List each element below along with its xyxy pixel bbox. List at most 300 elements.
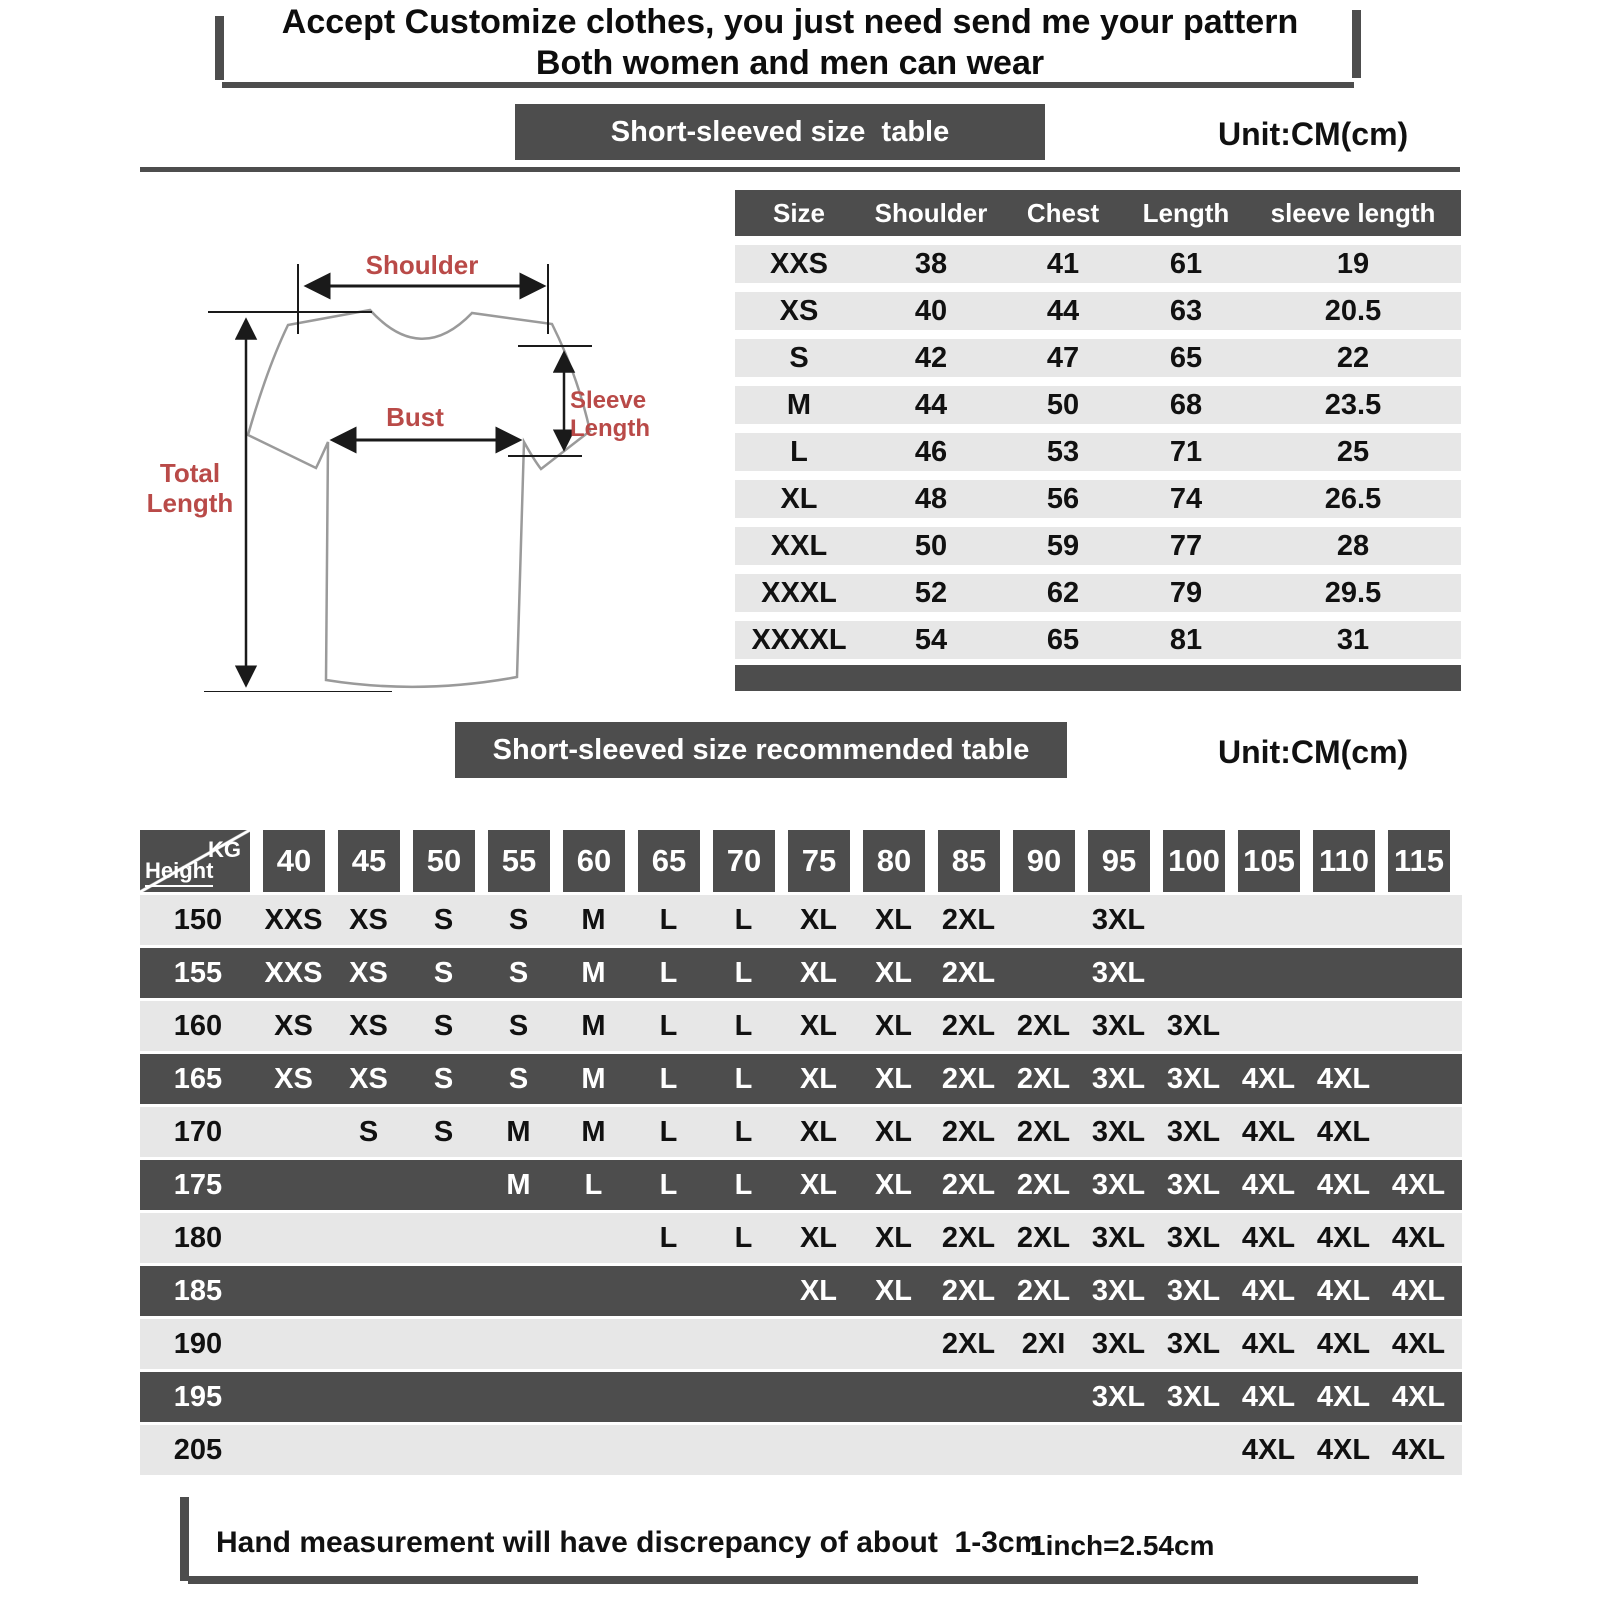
weight-header-cell: 40: [263, 830, 325, 892]
matrix-size-cell: 4XL: [1241, 1275, 1296, 1307]
matrix-size-cell: 3XL: [1091, 1328, 1146, 1360]
matrix-size-cell: [1381, 1001, 1456, 1051]
size-table-cell: 19: [1336, 248, 1370, 280]
weight-header-cell: 45: [338, 830, 400, 892]
size-table-cell: 41: [1046, 248, 1080, 280]
size-table-cell: XXXL: [761, 577, 837, 609]
matrix-size-cell: 4XL: [1241, 1434, 1296, 1466]
size-table-row: [735, 621, 1461, 659]
matrix-size-cell: [781, 1372, 856, 1422]
matrix-size-cell: XL: [874, 1010, 913, 1042]
size-table-cell: XXS: [769, 248, 829, 280]
matrix-size-cell: [781, 1425, 856, 1475]
size-table-cell: 56: [1046, 483, 1080, 515]
size-table-cell: 44: [1046, 295, 1080, 327]
matrix-size-cell: S: [508, 1063, 529, 1095]
size-table-column-header: sleeve length: [1270, 198, 1436, 228]
matrix-size-cell: [631, 1425, 706, 1475]
size-table-cell: 23.5: [1324, 389, 1382, 421]
matrix-size-cell: 3XL: [1091, 1222, 1146, 1254]
matrix-size-cell: 3XL: [1166, 1328, 1221, 1360]
matrix-size-cell: 2XL: [941, 1275, 996, 1307]
size-table-cell: 48: [914, 483, 948, 515]
matrix-size-cell: [631, 1372, 706, 1422]
size-table-row: [735, 480, 1461, 518]
matrix-size-cell: 4XL: [1241, 1328, 1296, 1360]
matrix-row: [140, 895, 1462, 945]
matrix-size-cell: 4XL: [1316, 1116, 1371, 1148]
weight-header-cell: 105: [1238, 830, 1300, 892]
size-table-cell: 59: [1046, 530, 1080, 562]
size-table-cell: 61: [1169, 248, 1203, 280]
matrix-size-cell: 4XL: [1316, 1222, 1371, 1254]
matrix-size-cell: [706, 1372, 781, 1422]
matrix-height-label: 175: [173, 1169, 223, 1201]
size-table-cell: 65: [1169, 342, 1203, 374]
matrix-size-cell: S: [358, 1116, 379, 1148]
matrix-size-cell: [256, 1160, 331, 1210]
matrix-size-cell: 4XL: [1241, 1381, 1296, 1413]
size-table-row: [735, 245, 1461, 283]
size-table-cell: 52: [914, 577, 948, 609]
matrix-size-cell: 4XL: [1316, 1434, 1371, 1466]
matrix-size-cell: L: [734, 957, 753, 989]
size-table-cell: 62: [1046, 577, 1080, 609]
matrix-size-cell: [481, 1319, 556, 1369]
matrix-size-cell: S: [433, 1063, 454, 1095]
matrix-size-cell: S: [433, 904, 454, 936]
matrix-row: [140, 1319, 1462, 1369]
matrix-body: [140, 895, 1462, 1475]
matrix-size-cell: 2XL: [941, 1116, 996, 1148]
size-table-cell: 53: [1046, 436, 1080, 468]
bust-label: Bust: [386, 402, 444, 432]
matrix-size-cell: [331, 1160, 406, 1210]
matrix-size-cell: M: [506, 1116, 531, 1148]
matrix-size-cell: 4XL: [1241, 1222, 1296, 1254]
size-table-cell: 29.5: [1324, 577, 1382, 609]
matrix-size-cell: M: [581, 1010, 606, 1042]
matrix-size-cell: XL: [874, 957, 913, 989]
matrix-height-label: 155: [173, 957, 223, 989]
weight-header-cell: 65: [638, 830, 700, 892]
matrix-height-label: 205: [173, 1434, 223, 1466]
size-table-cell: XXXXL: [751, 624, 847, 656]
matrix-size-cell: 3XL: [1166, 1381, 1221, 1413]
size-table-cell: L: [790, 436, 808, 468]
size-table-cell: 63: [1169, 295, 1203, 327]
size-table-cell: XL: [780, 483, 818, 515]
size-table-cell: 65: [1046, 624, 1080, 656]
matrix-size-cell: XL: [799, 904, 838, 936]
weight-header-cell: 80: [863, 830, 925, 892]
size-table-row: [735, 386, 1461, 424]
matrix-size-cell: [631, 1319, 706, 1369]
size-table-cell: XS: [779, 295, 819, 327]
matrix-size-cell: [406, 1266, 481, 1316]
size-table-cell: 25: [1336, 436, 1370, 468]
weight-header-cell: 70: [713, 830, 775, 892]
size-table-banner: Short-sleeved size table: [515, 104, 1045, 160]
weight-header-cell: 75: [788, 830, 850, 892]
matrix-size-cell: 2XL: [941, 957, 996, 989]
size-table-footer-bar: [735, 665, 1461, 691]
matrix-row: [140, 948, 1462, 998]
matrix-size-cell: S: [508, 957, 529, 989]
sleeve-label-line2: Length: [570, 415, 650, 442]
matrix-size-cell: [331, 1266, 406, 1316]
size-table-cell: 79: [1169, 577, 1203, 609]
size-table-cell: XXL: [770, 530, 828, 562]
matrix-size-cell: M: [581, 1063, 606, 1095]
matrix-size-cell: L: [659, 1222, 678, 1254]
matrix-size-cell: 4XL: [1241, 1063, 1296, 1095]
weight-header-cell: 90: [1013, 830, 1075, 892]
matrix-size-cell: [406, 1213, 481, 1263]
matrix-row: [140, 1107, 1462, 1157]
sleeve-label-line1: Sleeve: [570, 387, 647, 414]
matrix-size-cell: [1306, 948, 1381, 998]
matrix-size-cell: [931, 1372, 1006, 1422]
matrix-size-cell: [256, 1372, 331, 1422]
matrix-size-cell: [481, 1266, 556, 1316]
shoulder-label: Shoulder: [365, 250, 479, 280]
corner-height-label: Height: [145, 858, 213, 887]
matrix-size-cell: 4XL: [1391, 1434, 1446, 1466]
matrix-size-cell: [1381, 948, 1456, 998]
matrix-size-cell: [481, 1425, 556, 1475]
matrix-size-cell: [706, 1266, 781, 1316]
size-table-cell: M: [786, 389, 812, 421]
matrix-size-cell: XL: [874, 1222, 913, 1254]
size-table-unit-label: Unit:CM(cm): [1218, 116, 1409, 152]
matrix-row: [140, 1160, 1462, 1210]
matrix-size-cell: L: [734, 1116, 753, 1148]
size-table-cell: 77: [1169, 530, 1203, 562]
matrix-size-cell: 3XL: [1166, 1169, 1221, 1201]
size-table-cell: 44: [914, 389, 948, 421]
matrix-height-label: 160: [173, 1010, 223, 1042]
matrix-size-cell: [331, 1213, 406, 1263]
matrix-size-cell: [556, 1319, 631, 1369]
size-table-cell: 46: [914, 436, 948, 468]
matrix-size-cell: L: [734, 1169, 753, 1201]
matrix-height-label: 170: [173, 1116, 223, 1148]
matrix-size-cell: XS: [349, 1063, 388, 1095]
matrix-height-label: 185: [173, 1275, 223, 1307]
matrix-size-cell: 3XL: [1091, 1169, 1146, 1201]
matrix-size-cell: L: [659, 904, 678, 936]
matrix-size-cell: [706, 1319, 781, 1369]
size-table-cell: 50: [914, 530, 948, 562]
matrix-size-cell: S: [433, 1116, 454, 1148]
total-label-line1: Total: [159, 458, 221, 488]
matrix-size-cell: [1231, 948, 1306, 998]
matrix-size-cell: 2XL: [941, 1063, 996, 1095]
matrix-size-cell: [256, 1319, 331, 1369]
matrix-size-cell: 3XL: [1091, 1381, 1146, 1413]
matrix-size-cell: XS: [274, 1063, 313, 1095]
top-note-line1: Accept Customize clothes, you just need send me your pattern: [281, 3, 1299, 41]
top-note: [215, 2, 1365, 84]
matrix-height-label: 150: [173, 904, 223, 936]
matrix-size-cell: 4XL: [1316, 1063, 1371, 1095]
size-table-cell: 81: [1169, 624, 1203, 656]
matrix-size-cell: [406, 1160, 481, 1210]
matrix-size-cell: 2XL: [941, 904, 996, 936]
matrix-size-cell: 2XL: [941, 1010, 996, 1042]
matrix-size-cell: XL: [874, 1275, 913, 1307]
matrix-size-cell: [331, 1425, 406, 1475]
matrix-size-cell: S: [508, 1010, 529, 1042]
matrix-size-cell: [481, 1372, 556, 1422]
matrix-size-cell: [1231, 895, 1306, 945]
matrix-size-cell: M: [506, 1169, 531, 1201]
size-table-row: [735, 527, 1461, 565]
matrix-size-cell: [1306, 895, 1381, 945]
matrix-size-cell: XL: [799, 1010, 838, 1042]
matrix-size-cell: [856, 1372, 931, 1422]
matrix-size-cell: [1381, 1107, 1456, 1157]
size-table-column-header: Shoulder: [874, 198, 988, 228]
matrix-height-label: 165: [173, 1063, 223, 1095]
recommended-table-banner: Short-sleeved size recommended table: [455, 722, 1067, 778]
matrix-size-cell: [856, 1425, 931, 1475]
matrix-size-cell: XS: [274, 1010, 313, 1042]
matrix-size-cell: XL: [874, 1116, 913, 1148]
matrix-size-cell: 2XI: [1021, 1328, 1066, 1360]
matrix-size-cell: [1006, 1425, 1081, 1475]
size-table-cell: 68: [1169, 389, 1203, 421]
weight-header-cell: 85: [938, 830, 1000, 892]
matrix-size-cell: XL: [799, 1169, 838, 1201]
size-table-row: [735, 574, 1461, 612]
matrix-size-cell: L: [659, 1169, 678, 1201]
matrix-size-cell: [556, 1213, 631, 1263]
matrix-size-cell: S: [433, 1010, 454, 1042]
size-table-column-header: Size: [772, 198, 826, 228]
size-table-cell: 47: [1046, 342, 1080, 374]
matrix-size-cell: XL: [799, 1116, 838, 1148]
matrix-size-cell: [331, 1319, 406, 1369]
matrix-row: [140, 1001, 1462, 1051]
size-table-cell: 50: [1046, 389, 1080, 421]
weight-header-cell: 115: [1388, 830, 1450, 892]
matrix-size-cell: XXS: [264, 957, 323, 989]
matrix-size-cell: XL: [799, 1222, 838, 1254]
size-table-header: [735, 190, 1461, 236]
matrix-size-cell: 2XL: [941, 1328, 996, 1360]
matrix-size-cell: [1156, 948, 1231, 998]
matrix-size-cell: 2XL: [1016, 1063, 1071, 1095]
matrix-size-cell: 3XL: [1166, 1063, 1221, 1095]
size-table-cell: 38: [914, 248, 948, 280]
matrix-size-cell: [631, 1266, 706, 1316]
matrix-size-cell: L: [659, 957, 678, 989]
matrix-size-cell: 3XL: [1091, 957, 1146, 989]
matrix-size-cell: [1306, 1001, 1381, 1051]
matrix-size-cell: [556, 1372, 631, 1422]
matrix-size-cell: XS: [349, 957, 388, 989]
matrix-height-label: 190: [173, 1328, 223, 1360]
matrix-size-cell: [1156, 895, 1231, 945]
matrix-size-cell: [256, 1213, 331, 1263]
size-table-cell: 28: [1336, 530, 1370, 562]
matrix-corner-cell: [140, 830, 250, 892]
matrix-size-cell: 2XL: [1016, 1222, 1071, 1254]
matrix-size-cell: XL: [874, 1063, 913, 1095]
matrix-size-cell: XL: [874, 904, 913, 936]
section-divider: [140, 167, 1460, 172]
matrix-size-cell: 4XL: [1391, 1275, 1446, 1307]
matrix-size-cell: 3XL: [1091, 1010, 1146, 1042]
matrix-size-cell: XS: [349, 1010, 388, 1042]
matrix-size-cell: 4XL: [1391, 1222, 1446, 1254]
matrix-size-cell: [406, 1425, 481, 1475]
tshirt-outline: [248, 310, 590, 687]
weight-header-cell: 110: [1313, 830, 1375, 892]
matrix-size-cell: L: [734, 904, 753, 936]
matrix-size-cell: [406, 1319, 481, 1369]
matrix-size-cell: 2XL: [1016, 1169, 1071, 1201]
size-table-cell: 31: [1336, 624, 1370, 656]
matrix-size-cell: [556, 1266, 631, 1316]
matrix-size-cell: [481, 1213, 556, 1263]
size-table-column-header: Chest: [1026, 198, 1100, 228]
matrix-size-cell: L: [734, 1010, 753, 1042]
matrix-size-cell: 3XL: [1166, 1275, 1221, 1307]
matrix-size-cell: 4XL: [1391, 1328, 1446, 1360]
weight-header-cell: 55: [488, 830, 550, 892]
matrix-size-cell: [406, 1372, 481, 1422]
size-table-cell: 26.5: [1324, 483, 1382, 515]
size-table-row: [735, 292, 1461, 330]
footer-underline: [188, 1576, 1418, 1584]
size-table-cell: 22: [1336, 342, 1370, 374]
matrix-size-cell: 2XL: [1016, 1275, 1071, 1307]
size-table-body: [735, 245, 1461, 659]
top-note-line2: Both women and men can wear: [535, 44, 1045, 82]
matrix-size-cell: 4XL: [1316, 1328, 1371, 1360]
size-table-column-header: Length: [1142, 198, 1230, 228]
matrix-size-cell: [256, 1266, 331, 1316]
matrix-size-cell: 4XL: [1391, 1169, 1446, 1201]
size-table-cell: 40: [914, 295, 948, 327]
matrix-size-cell: M: [581, 904, 606, 936]
footer-note: Hand measurement will have discrepancy of about 1-3cm: [216, 1526, 1042, 1559]
matrix-size-cell: [706, 1425, 781, 1475]
matrix-size-cell: [1006, 948, 1081, 998]
matrix-size-cell: 4XL: [1391, 1381, 1446, 1413]
weight-header-cell: 95: [1088, 830, 1150, 892]
matrix-size-cell: [1156, 1425, 1231, 1475]
size-table-cell: 42: [914, 342, 948, 374]
matrix-size-cell: 2XL: [1016, 1116, 1071, 1148]
matrix-size-cell: [331, 1372, 406, 1422]
matrix-row: [140, 1054, 1462, 1104]
matrix-size-cell: 3XL: [1166, 1010, 1221, 1042]
size-table-cell: 54: [914, 624, 948, 656]
matrix-size-cell: 4XL: [1316, 1275, 1371, 1307]
matrix-size-cell: XL: [874, 1169, 913, 1201]
matrix-size-cell: 4XL: [1241, 1169, 1296, 1201]
matrix-size-cell: L: [659, 1010, 678, 1042]
matrix-size-cell: [1231, 1001, 1306, 1051]
matrix-size-cell: 2XL: [1016, 1010, 1071, 1042]
matrix-size-cell: [856, 1319, 931, 1369]
size-table-row: [735, 433, 1461, 471]
matrix-size-cell: M: [581, 957, 606, 989]
matrix-size-cell: [256, 1107, 331, 1157]
matrix-size-cell: L: [734, 1222, 753, 1254]
matrix-size-cell: XL: [799, 1063, 838, 1095]
matrix-size-cell: [256, 1425, 331, 1475]
matrix-size-cell: [1381, 1054, 1456, 1104]
matrix-header: [140, 830, 1462, 892]
tshirt-measurement-diagram: [120, 228, 680, 692]
matrix-height-label: 195: [173, 1381, 223, 1413]
matrix-size-cell: S: [433, 957, 454, 989]
matrix-height-label: 180: [173, 1222, 223, 1254]
matrix-size-cell: [556, 1425, 631, 1475]
matrix-size-cell: L: [734, 1063, 753, 1095]
weight-header-cell: 100: [1163, 830, 1225, 892]
matrix-size-cell: [1006, 1372, 1081, 1422]
matrix-size-cell: 4XL: [1241, 1116, 1296, 1148]
matrix-row: [140, 1266, 1462, 1316]
matrix-size-cell: S: [508, 904, 529, 936]
matrix-size-cell: 4XL: [1316, 1169, 1371, 1201]
matrix-size-cell: 3XL: [1166, 1116, 1221, 1148]
matrix-row: [140, 1425, 1462, 1475]
matrix-size-cell: 3XL: [1166, 1222, 1221, 1254]
matrix-row: [140, 1372, 1462, 1422]
matrix-size-cell: L: [584, 1169, 603, 1201]
weight-header-cell: 60: [563, 830, 625, 892]
recommendation-matrix: [140, 830, 1462, 1475]
matrix-row: [140, 1213, 1462, 1263]
size-table-cell: 71: [1169, 436, 1203, 468]
matrix-size-cell: L: [659, 1063, 678, 1095]
matrix-size-cell: 3XL: [1091, 1063, 1146, 1095]
matrix-size-cell: XXS: [264, 904, 323, 936]
recommended-table-unit-label: Unit:CM(cm): [1218, 734, 1409, 770]
matrix-size-cell: 3XL: [1091, 904, 1146, 936]
size-table-row: [735, 339, 1461, 377]
matrix-size-cell: 4XL: [1316, 1381, 1371, 1413]
matrix-size-cell: 2XL: [941, 1169, 996, 1201]
matrix-size-cell: [1006, 895, 1081, 945]
total-label-line2: Length: [146, 488, 234, 518]
matrix-size-cell: 3XL: [1091, 1116, 1146, 1148]
matrix-size-cell: 3XL: [1091, 1275, 1146, 1307]
size-table-cell: 20.5: [1324, 295, 1382, 327]
matrix-size-cell: M: [581, 1116, 606, 1148]
corner-kg-label: KG: [208, 837, 241, 862]
size-table-cell: 74: [1169, 483, 1203, 515]
matrix-size-cell: [781, 1319, 856, 1369]
matrix-size-cell: XL: [799, 1275, 838, 1307]
matrix-size-cell: XS: [349, 904, 388, 936]
footer-left-bracket: [180, 1497, 189, 1581]
footer-conversion: 1inch=2.54cm: [1030, 1530, 1215, 1561]
matrix-size-cell: [1381, 895, 1456, 945]
weight-header-cell: 50: [413, 830, 475, 892]
size-table: [735, 190, 1461, 691]
matrix-size-cell: 2XL: [941, 1222, 996, 1254]
matrix-size-cell: XL: [799, 957, 838, 989]
matrix-size-cell: [931, 1425, 1006, 1475]
